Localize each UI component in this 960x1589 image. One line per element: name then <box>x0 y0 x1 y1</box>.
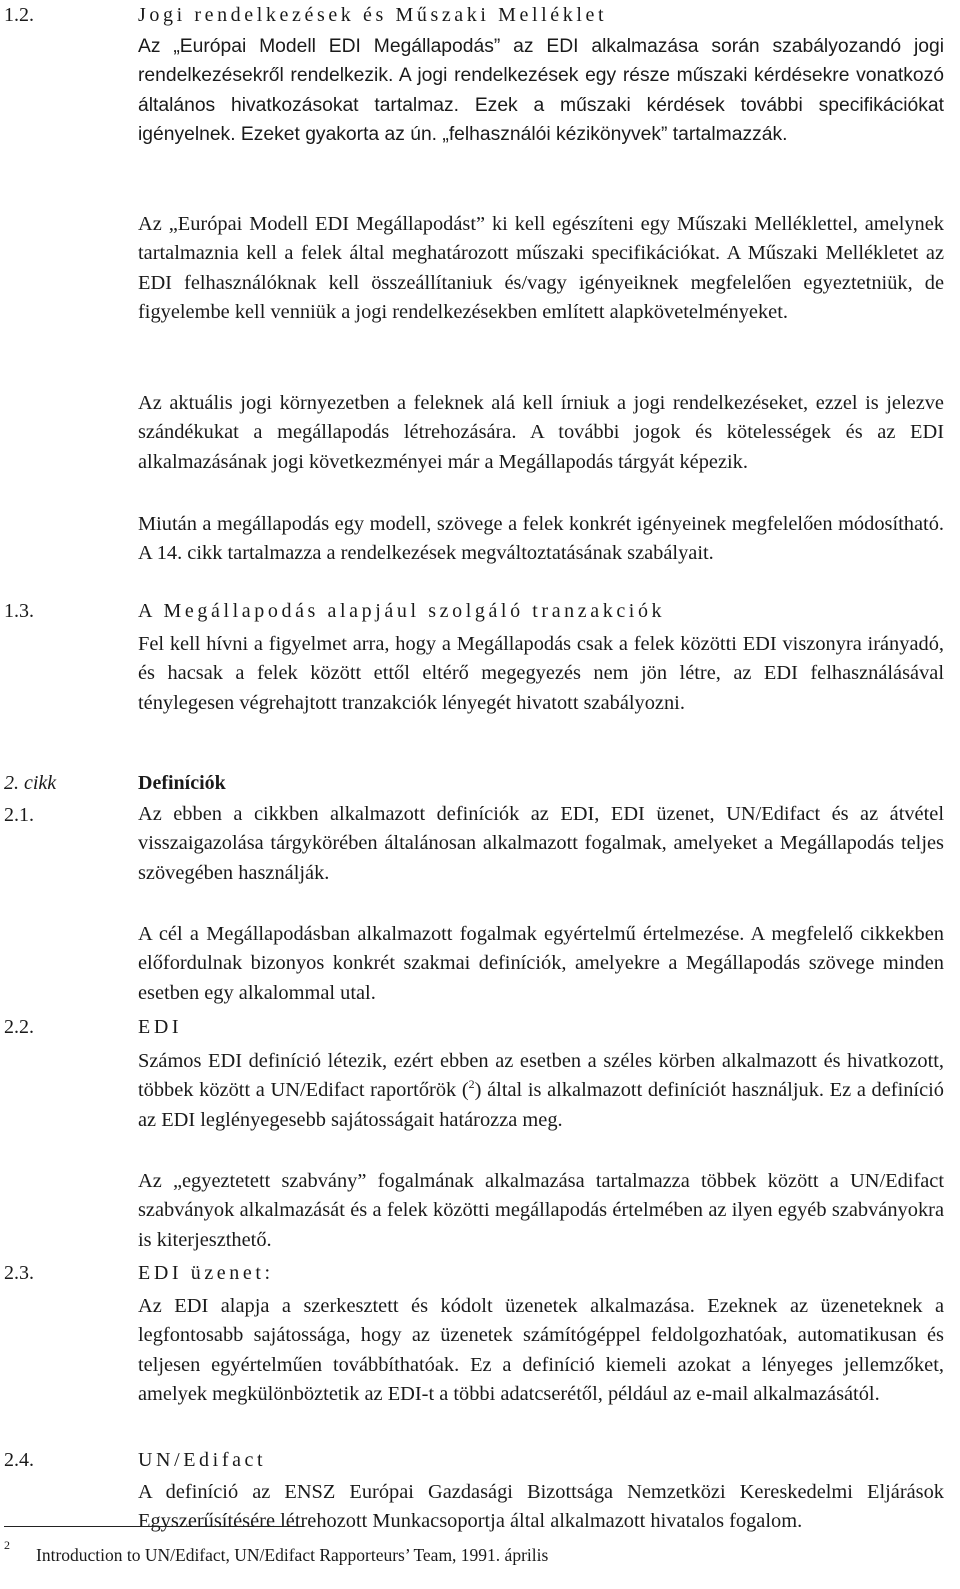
paragraph: A cél a Megállapodásban alkalmazott fogalmak egyértelmű értelmezése. A megfelelő cikkekben előfordulnak bizonyos konkrét szakmai definíciók, amelyekre a Megállapodás szövege minden esetben egy alkalommal utal. <box>138 923 944 1004</box>
paragraph <box>138 1047 944 1135</box>
footnote-reference: 2 <box>468 1077 475 1092</box>
section-title: A Megállapodás alapjául szolgáló tranzakciók <box>138 600 666 622</box>
section-title: Jogi rendelkezések és Műszaki Melléklet <box>138 4 608 26</box>
footnote-divider <box>4 1526 302 1527</box>
paragraph: A definíció az ENSZ Európai Gazdasági Bizottsága Nemzetközi Kereskedelmi Eljárások Egyszerűsítésére létrehozott Munkacsoportja által alkalmazott hivatalos fogalom. <box>138 1481 944 1533</box>
article-title: Definíciók <box>138 772 226 794</box>
section-number: 2.3. <box>4 1262 34 1284</box>
paragraph: Az „egyeztetett szabvány” fogalmának alkalmazása tartalmazza többek között a UN/Edifact szabványok alkalmazását és a felek közötti megállapodás értelmében az ilyen egyéb szabványokra is kiterjeszthető. <box>138 1170 944 1251</box>
section-number: 2.1. <box>4 804 34 826</box>
section-number: 2.4. <box>4 1449 34 1471</box>
paragraph: Az aktuális jogi környezetben a feleknek alá kell írniuk a jogi rendelkezéseket, ezzel is jelezve szándékukat a megállapodás létrehozására. A további jogok és kötelességek és az EDI alkalmazásának jogi következményei már a Megállapodás tárgyát képezik. <box>138 392 944 473</box>
section-number: 1.2. <box>4 4 34 26</box>
article-number: 2. cikk <box>4 772 57 794</box>
paragraph: Az „Európai Modell EDI Megállapodás” az EDI alkalmazása során szabályozandó jogi rendelkezésekről rendelkezik. A jogi rendelkezések egy része műszaki kérdésekre vonatkozó általános hivatkozásokat tartalmaz. Ezek a műszaki kérdések további specifikációkat igényelnek. Ezeket gyakorta az ún. „felhasználói kézikönyvek” tartalmazzák. <box>138 36 944 146</box>
paragraph: Az ebben a cikkben alkalmazott definíciók az EDI, EDI üzenet, UN/Edifact és az átvétel visszaigazolása tárgykörében általánosan alkalmazott fogalmak, amelyeket a Megállapodás teljes szövegében használják. <box>138 803 944 884</box>
section-title: UN/Edifact <box>138 1449 267 1471</box>
section-title: EDI <box>138 1016 183 1038</box>
paragraph: Miután a megállapodás egy modell, szövege a felek konkrét igényeinek megfelelően módosítható. A 14. cikk tartalmazza a rendelkezések megváltoztatásának szabályait. <box>138 513 944 565</box>
paragraph: Fel kell hívni a figyelmet arra, hogy a Megállapodás csak a felek közötti EDI viszonyra irányadó, és hacsak a felek között ettől eltérő megegyezés nem jön létre, az EDI felhasználásával ténylegesen végrehajtott tranzakciók lényegét hivatott szabályozni. <box>138 633 944 714</box>
section-title: EDI üzenet: <box>138 1262 274 1284</box>
paragraph: Az EDI alapja a szerkesztett és kódolt üzenetek alkalmazása. Ezeknek az üzeneteknek a legfontosabb sajátossága, hogy az üzenetek számítógéppel feldolgozhatóak, automatikusan és teljesen egyértelműen továbbíthatóak. Ez a definíció kiemeli azokat a lényeges jellemzőket, amelyek megkülönböztetik az EDI-t a többi adatcserétől, például az e-mail alkalmazásától. <box>138 1295 944 1406</box>
footnote-mark: 2 <box>4 1538 10 1552</box>
section-number: 2.2. <box>4 1016 34 1038</box>
paragraph-text: Számos EDI definíció létezik, ezért ebben az esetben a széles körben alkalmazott és hivatkozott, többek között a UN/Edifact raportőrök ( <box>138 1050 944 1102</box>
section-number: 1.3. <box>4 600 34 622</box>
paragraph-text: ) által is alkalmazott definíciót használjuk. Ez a definíció az EDI leglényegesebb sajátosságait határozza meg. <box>138 1079 944 1131</box>
footnote-text: Introduction to UN/Edifact, UN/Edifact Rapporteurs’ Team, 1991. április <box>36 1545 549 1565</box>
paragraph: Az „Európai Modell EDI Megállapodást” ki kell egészíteni egy Műszaki Melléklettel, amelynek tartalmaznia kell a felek által meghatározott műszaki specifikációkat. A Műszaki Mellékletet az EDI felhasználóknak kell összeállítaniuk és/vagy igényeiknek megfelelően egyeztetniük, de figyelembe kell venniük a jogi rendelkezésekben említett alapkövetelményeket. <box>138 213 944 324</box>
